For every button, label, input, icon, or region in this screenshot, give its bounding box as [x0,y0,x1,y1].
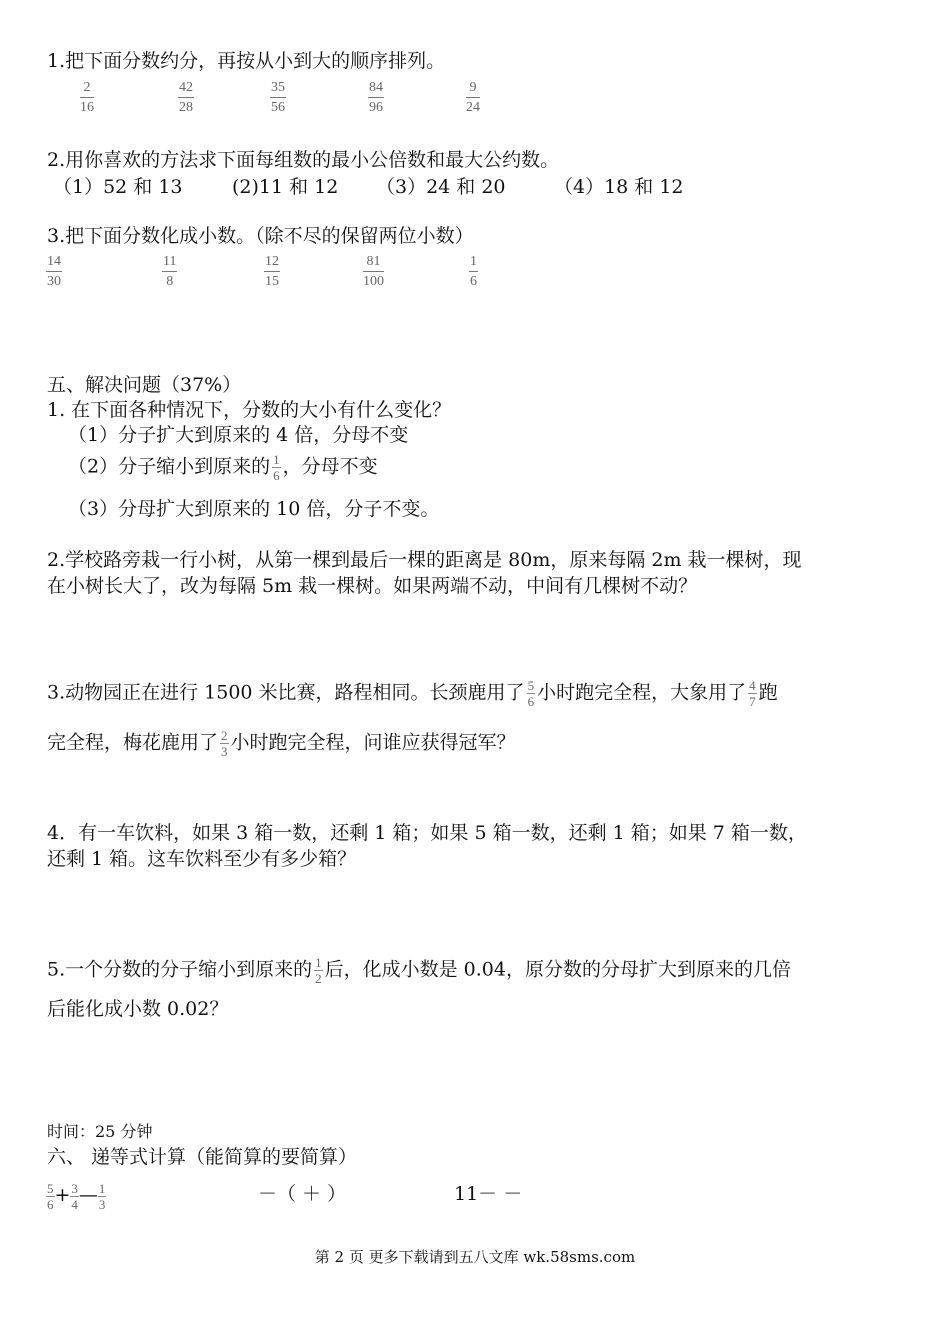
q2-title: 2.用你喜欢的方法求下面每组数的最小公倍数和最大公约数。 [47,149,560,171]
problem2-line2: 在小树长大了，改为每隔 5m 栽一棵树。如果两端不动，中间有几棵树不动？ [47,575,698,597]
expr1-op-minus: — [78,1184,98,1206]
q2-item-3: （3）24 和 20 [376,176,506,198]
q3-fraction-1: $\frac{14}{30}$ [47,254,61,289]
problem1-sub1: （1）分子扩大到原来的 4 倍，分母不变 [68,424,409,446]
q1-fraction-2: $\frac{42}{28}$ [179,80,193,115]
q1-title: 1.把下面分数约分，再按从小到大的顺序排列。 [47,50,446,72]
problem1-title: 1. 在下面各种情况下，分数的大小有什么变化？ [47,399,452,421]
q3-fraction-3: $\frac{12}{15}$ [265,254,279,289]
problem2-line1: 2.学校路旁栽一行小树，从第一棵到最后一棵的距离是 80m，原来每隔 2m 栽一棵树，现 [47,549,802,571]
section6-heading: 六、 递等式计算（能简算的要简算） [47,1146,358,1168]
expr1-op-plus: + [54,1184,71,1206]
q3-fraction-2: $\frac{11}{8}$ [163,254,177,289]
q1-fraction-3: $\frac{35}{56}$ [271,80,285,115]
q3-title: 3.把下面分数化成小数。（除不尽的保留两位小数） [47,225,474,247]
problem4-line2: 还剩 1 箱。这车饮料至少有多少箱？ [47,848,357,870]
expr1-fraction-2: $\frac{3}{4}$ [71,1180,78,1212]
expression-2: －（ ＋ ） [258,1183,347,1205]
time-note: 时间：25 分钟 [47,1122,153,1141]
problem3-fraction-elephant: $\frac{4}{7}$ [749,678,756,709]
problem3-line2: 完全程，梅花鹿用了 $\frac{2}{3}$ 小时跑完全程，问谁应获得冠军？ [47,728,516,759]
page-footer: 第 2 页 更多下载请到五八文库 wk.58sms.com [314,1248,636,1266]
problem5-fraction: $\frac{1}{2}$ [315,955,322,986]
expr1-fraction-1: $\frac{5}{6}$ [47,1180,54,1212]
problem5-line1: 5.一个分数的分子缩小到原来的 $\frac{1}{2}$ 后，化成小数是 0.04，原分数的分母扩大到原来的几倍 [47,955,791,986]
problem4-line1: 4．有一车饮料，如果 3 箱一数，还剩 1 箱；如果 5 箱一数，还剩 1 箱；如果 7 箱一数， [47,822,807,844]
problem1-sub3: （3）分母扩大到原来的 10 倍，分子不变。 [68,498,440,520]
q1-fraction-4: $\frac{84}{96}$ [369,80,383,115]
problem1-sub2: （2）分子缩小到原来的 $\frac{1}{6}$ ，分母不变 [68,452,378,483]
q2-item-1: （1）52 和 13 [53,176,183,198]
q3-fraction-4: $\frac{81}{100}$ [363,254,384,289]
q1-fraction-1: $\frac{2}{16}$ [80,80,94,115]
section5-heading: 五、解决问题（37%） [47,374,242,396]
problem3-fraction-giraffe: $\frac{5}{6}$ [527,678,535,709]
expression-3: 11－ － [454,1183,523,1205]
problem5-line2: 后能化成小数 0.02？ [47,998,229,1020]
problem3-fraction-deer: $\frac{2}{3}$ [221,728,228,759]
q2-item-4: （4）18 和 12 [554,176,684,198]
expression-1 [46,1175,106,1215]
expr1-fraction-3: $\frac{1}{3}$ [98,1180,106,1212]
q2-item-2: (2)11 和 12 [232,176,339,198]
problem1-sub2-fraction: $\frac{1}{6}$ [273,452,280,483]
problem3-line1: 3.动物园正在进行 1500 米比赛，路程相同。长颈鹿用了 $\frac{5}{6}$ 小时跑完全程，大象用了 $\frac{4}{7}$ 跑 [47,678,778,709]
q1-fraction-5: $\frac{9}{24}$ [466,80,480,115]
q3-fraction-5: $\frac{1}{6}$ [470,254,477,289]
